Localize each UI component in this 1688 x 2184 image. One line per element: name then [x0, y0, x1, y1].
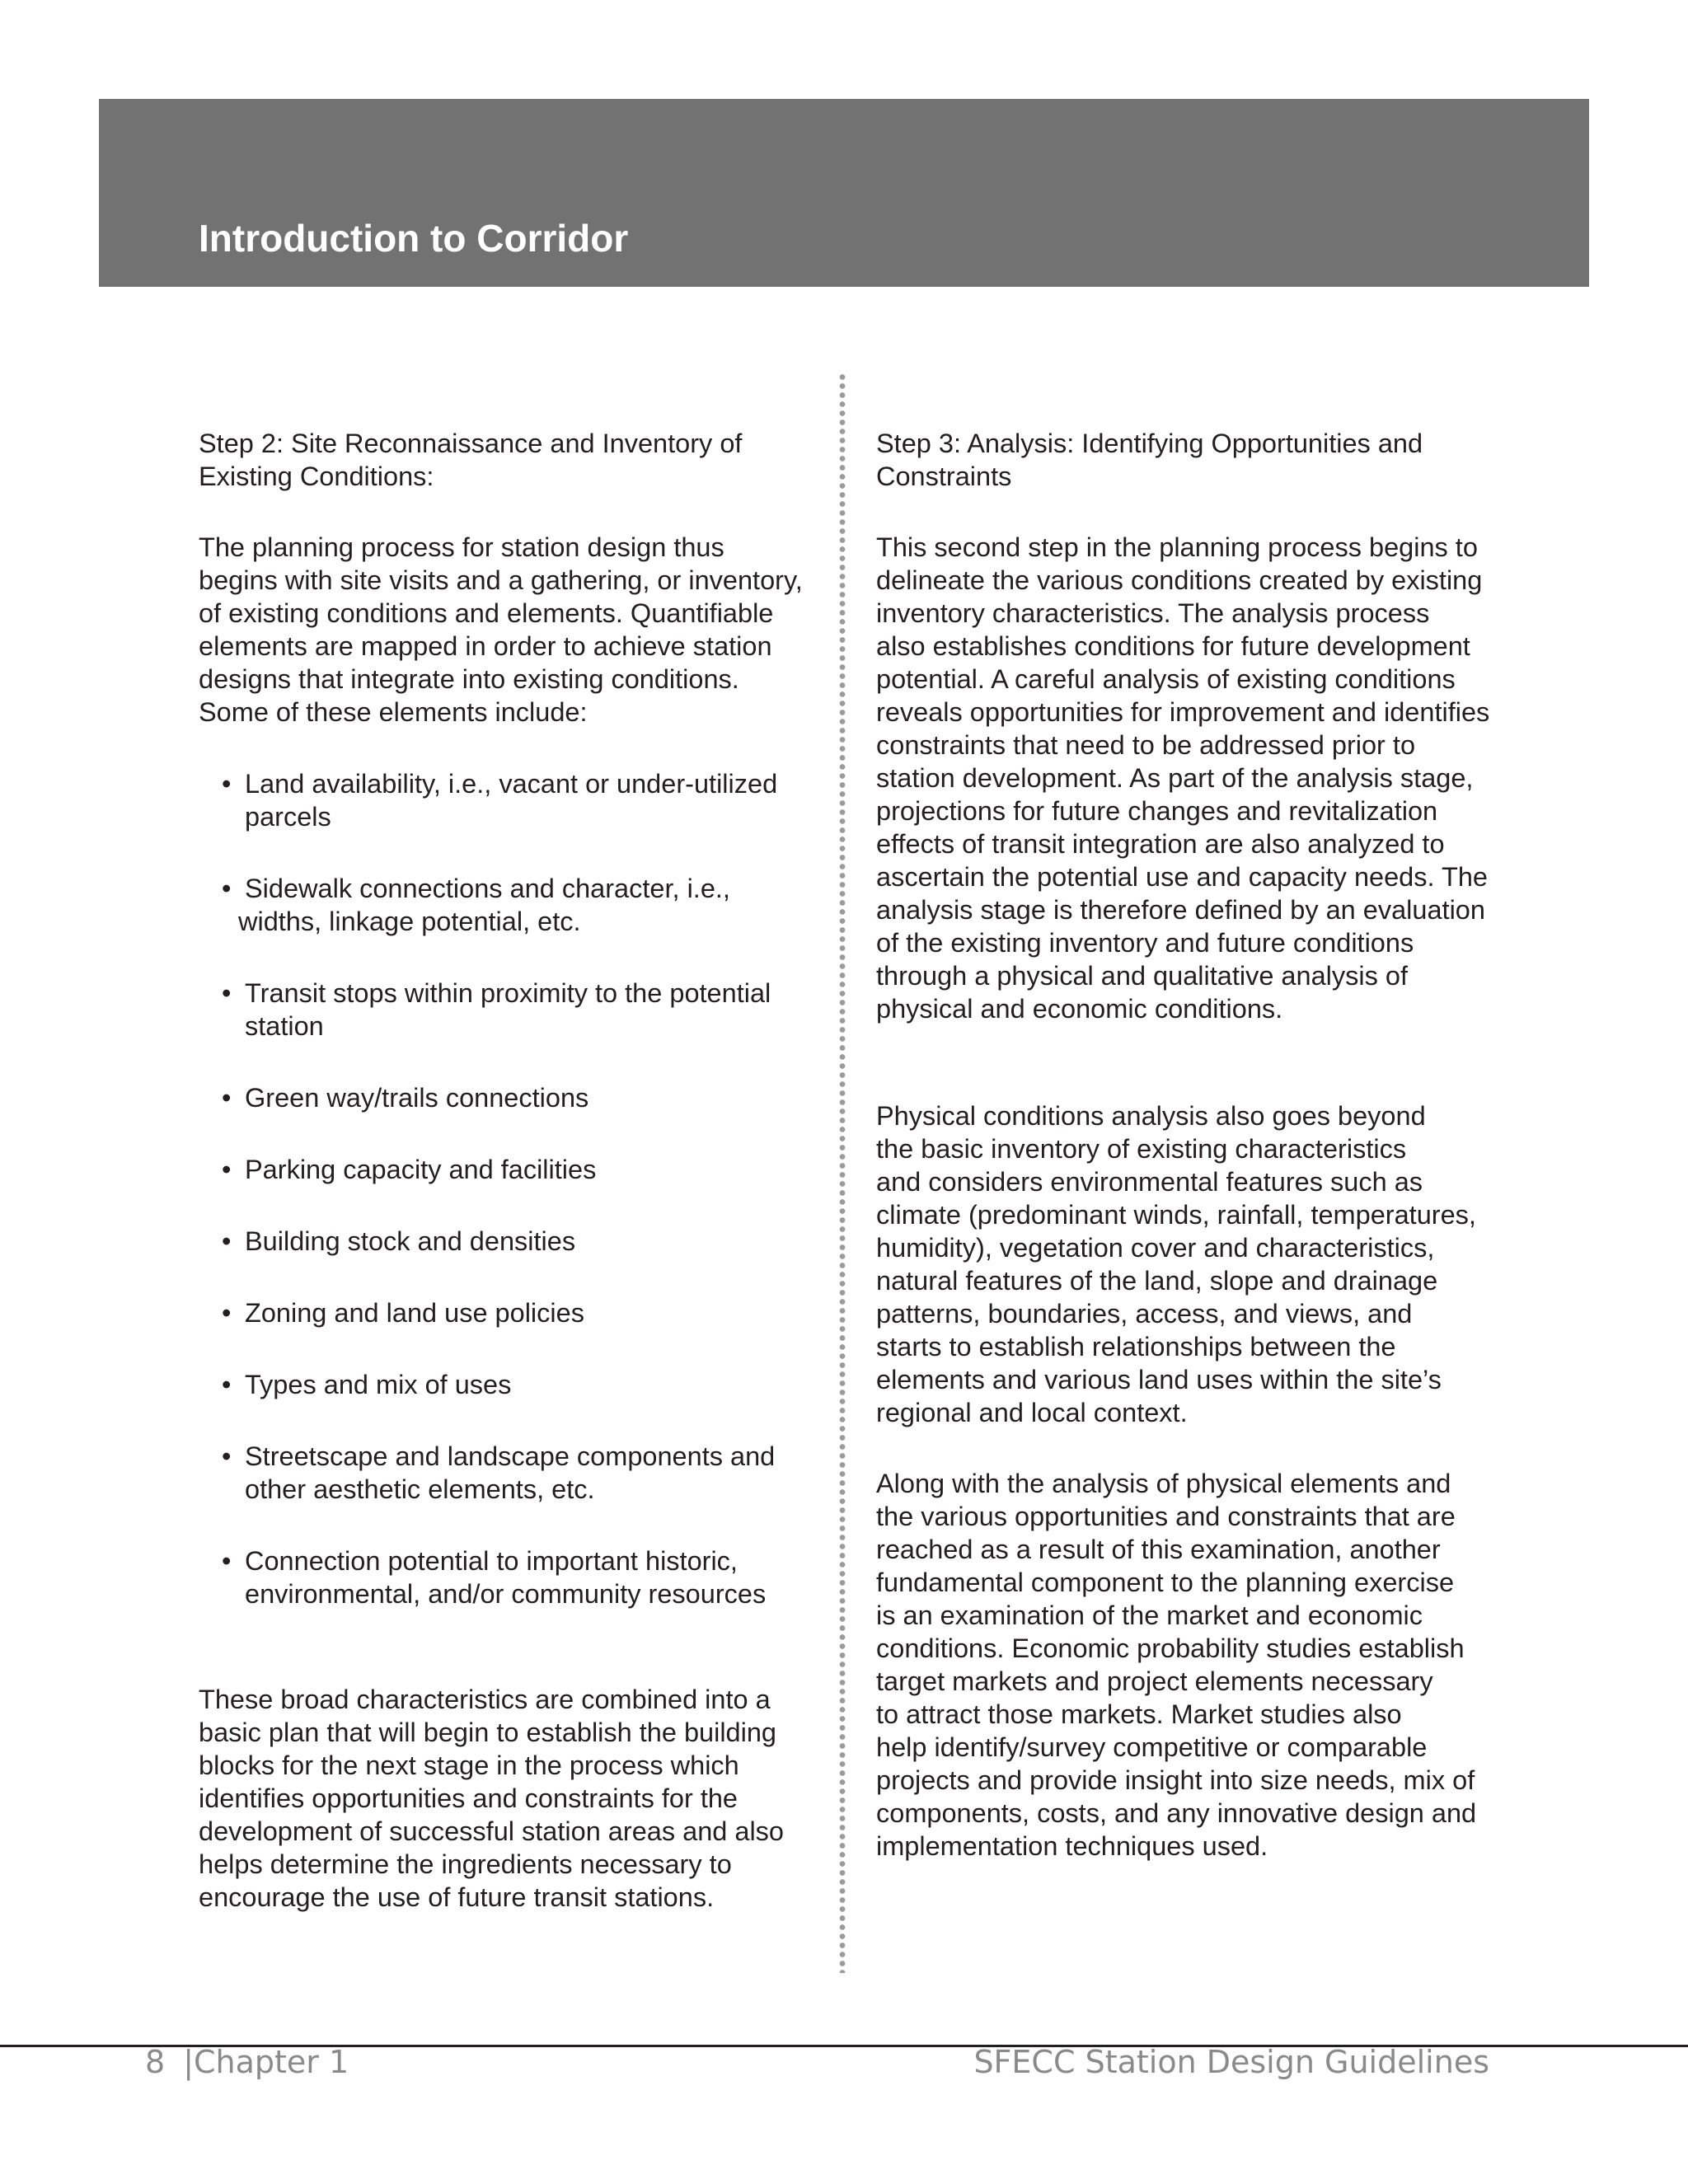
list-item-text: widths, linkage potential, etc.	[238, 907, 581, 936]
bullet-icon: •	[222, 978, 232, 1008]
bullet-icon: •	[222, 1083, 232, 1113]
list-item	[222, 1081, 817, 1114]
elements-list	[199, 767, 817, 1610]
paragraph-line: station development. As part of the analysis stage,	[876, 763, 1474, 793]
left-heading	[199, 427, 817, 493]
list-item-text: parcels	[245, 802, 331, 832]
paragraph-line: analysis stage is therefore defined by an evaluation	[876, 895, 1485, 925]
paragraph-line: is an examination of the market and economic	[876, 1601, 1423, 1630]
paragraph-line: climate (predominant winds, rainfall, temperatures,	[876, 1200, 1476, 1230]
bullet-icon: •	[222, 1298, 232, 1328]
list-item-text: Sidewalk connections and character, i.e.,	[245, 874, 730, 903]
list-item-text: Land availability, i.e., vacant or under-utilized	[245, 769, 778, 799]
left-closing-paragraph	[199, 1683, 817, 1914]
list-item-text: Zoning and land use policies	[245, 1298, 584, 1328]
bullet-icon: •	[222, 1441, 232, 1471]
column-divider	[839, 373, 846, 1973]
page-number: 8	[145, 2044, 166, 2080]
paragraph-line: The planning process for station design thus	[199, 532, 724, 562]
paragraph-line: projects and provide insight into size needs, mix of	[876, 1765, 1475, 1795]
right-paragraph-market	[876, 1467, 1511, 1863]
list-item	[222, 1544, 817, 1610]
list-item-text: Transit stops within proximity to the potential	[245, 978, 771, 1008]
footer-chapter-info	[145, 2044, 349, 2080]
paragraph-line: through a physical and qualitative analysis of	[876, 961, 1408, 991]
bullet-icon: •	[222, 874, 232, 903]
right-heading-line: Constraints	[876, 462, 1012, 491]
list-item	[222, 977, 817, 1043]
right-paragraph-analysis	[876, 531, 1511, 1025]
paragraph-line: elements are mapped in order to achieve station	[199, 631, 772, 661]
right-paragraph-physical	[876, 1099, 1511, 1429]
paragraph-line: Along with the analysis of physical elements and	[876, 1469, 1451, 1498]
paragraph-line: effects of transit integration are also analyzed to	[876, 829, 1445, 859]
bullet-icon: •	[222, 1546, 232, 1576]
paragraph-line: to attract those markets. Market studies also	[876, 1699, 1402, 1729]
list-item	[222, 1225, 817, 1258]
paragraph-line: physical and economic conditions.	[876, 994, 1283, 1024]
left-heading-line: Existing Conditions:	[199, 462, 434, 491]
paragraph-line: begins with site visits and a gathering, or inventory,	[199, 565, 803, 595]
list-item-text: Streetscape and landscape components and	[245, 1441, 776, 1471]
left-column	[199, 427, 817, 1914]
paragraph-line: potential. A careful analysis of existing conditions	[876, 664, 1456, 694]
paragraph-line: conditions. Economic probability studies establish	[876, 1633, 1465, 1663]
paragraph-line: Some of these elements include:	[199, 697, 588, 727]
bullet-icon: •	[222, 1155, 232, 1184]
paragraph-line: development of successful station areas and also	[199, 1816, 785, 1846]
paragraph-line: the various opportunities and constraints that are	[876, 1502, 1456, 1531]
paragraph-line: ascertain the potential use and capacity needs. The	[876, 862, 1488, 892]
paragraph-line: humidity), vegetation cover and characteristics,	[876, 1233, 1435, 1263]
paragraph-line: designs that integrate into existing conditions.	[199, 664, 739, 694]
list-item-text: Types and mix of uses	[245, 1370, 512, 1399]
paragraph-line: elements and various land uses within the site’s	[876, 1365, 1442, 1394]
paragraph-line: These broad characteristics are combined into a	[199, 1685, 771, 1714]
paragraph-line: and considers environmental features such as	[876, 1167, 1423, 1197]
list-item-text: environmental, and/or community resources	[245, 1579, 767, 1609]
paragraph-line: constraints that need to be addressed prior to	[876, 730, 1416, 760]
paragraph-line: Physical conditions analysis also goes beyond	[876, 1101, 1426, 1131]
paragraph-line: fundamental component to the planning exercise	[876, 1568, 1455, 1597]
paragraph-line: reached as a result of this examination, another	[876, 1535, 1441, 1564]
paragraph-line: delineate the various conditions created by existing	[876, 565, 1483, 595]
paragraph-line: components, costs, and any innovative design and	[876, 1798, 1477, 1828]
list-item	[222, 1368, 817, 1401]
paragraph-line: This second step in the planning process begins to	[876, 532, 1478, 562]
paragraph-line: inventory characteristics. The analysis process	[876, 598, 1430, 628]
list-item	[222, 1153, 817, 1186]
paragraph-line: reveals opportunities for improvement and identifies	[876, 697, 1490, 727]
list-item	[222, 767, 817, 833]
bullet-icon: •	[222, 769, 232, 799]
paragraph-line: also establishes conditions for future development	[876, 631, 1470, 661]
left-heading-line: Step 2: Site Reconnaissance and Inventory of	[199, 429, 743, 458]
right-heading-line: Step 3: Analysis: Identifying Opportunities and	[876, 429, 1423, 458]
list-item-text: Building stock and densities	[245, 1226, 576, 1256]
paragraph-line: helps determine the ingredients necessary to	[199, 1849, 732, 1879]
right-column	[876, 427, 1511, 1863]
paragraph-line: of existing conditions and elements. Quantifiable	[199, 598, 774, 628]
paragraph-line: patterns, boundaries, access, and views, and	[876, 1299, 1413, 1329]
list-item-text: station	[245, 1011, 324, 1041]
paragraph-line: projections for future changes and revitalization	[876, 796, 1438, 826]
chapter-label: |Chapter 1	[183, 2044, 349, 2080]
list-item	[222, 1296, 817, 1329]
paragraph-line: starts to establish relationships between the	[876, 1332, 1396, 1361]
page-title: Introduction to Corridor	[199, 217, 629, 260]
list-item-text: Green way/trails connections	[245, 1083, 589, 1113]
bullet-icon: •	[222, 1370, 232, 1399]
paragraph-line: natural features of the land, slope and drainage	[876, 1266, 1438, 1296]
bullet-icon: •	[222, 1226, 232, 1256]
list-item	[222, 872, 817, 938]
right-heading	[876, 427, 1511, 493]
list-item	[222, 1440, 817, 1506]
footer-publication-title: SFECC Station Design Guidelines	[973, 2044, 1489, 2080]
left-intro-paragraph	[199, 531, 817, 729]
paragraph-line: regional and local context.	[876, 1398, 1188, 1427]
paragraph-line: encourage the use of future transit stations.	[199, 1882, 715, 1912]
list-item-text: Connection potential to important historic,	[245, 1546, 738, 1576]
paragraph-line: target markets and project elements necessary	[876, 1666, 1433, 1696]
paragraph-line: the basic inventory of existing characteristics	[876, 1134, 1407, 1164]
paragraph-line: implementation techniques used.	[876, 1831, 1268, 1861]
list-item-text: other aesthetic elements, etc.	[245, 1474, 595, 1504]
list-item-text: Parking capacity and facilities	[245, 1155, 597, 1184]
paragraph-line: of the existing inventory and future conditions	[876, 928, 1414, 958]
paragraph-line: identifies opportunities and constraints for the	[199, 1783, 738, 1813]
paragraph-line: blocks for the next stage in the process which	[199, 1750, 739, 1780]
paragraph-line: help identify/survey competitive or comparable	[876, 1732, 1428, 1762]
paragraph-line: basic plan that will begin to establish the building	[199, 1718, 777, 1747]
